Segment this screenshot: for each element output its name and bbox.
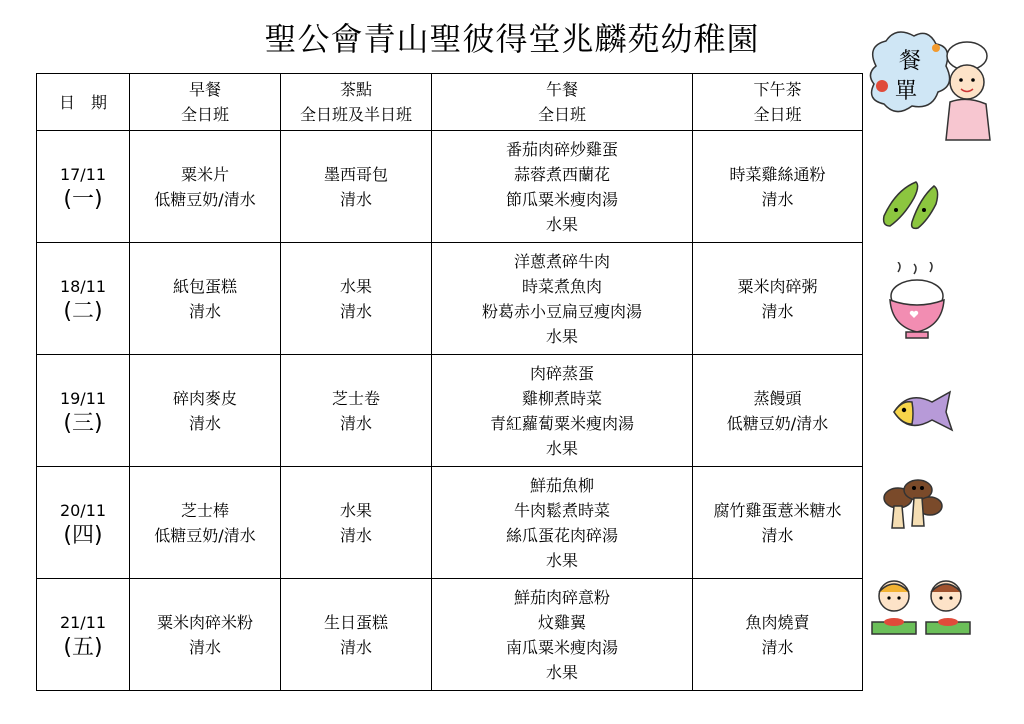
breakfast-item: 低糖豆奶/清水 xyxy=(154,525,256,545)
lunch-item: 肉碎蒸蛋 xyxy=(529,363,594,383)
header-row xyxy=(37,74,863,131)
lunch-item: 水果 xyxy=(545,550,578,570)
mushrooms-icon xyxy=(878,476,946,536)
lunch-item: 番茄肉碎炒雞蛋 xyxy=(505,139,618,159)
date-cell xyxy=(37,243,130,355)
snack-cell xyxy=(281,467,432,579)
tea-item: 清水 xyxy=(761,301,794,321)
weekday-text: (五) xyxy=(63,634,103,660)
breakfast-item: 紙包蛋糕 xyxy=(172,276,237,296)
header-sublabel: 全日班 xyxy=(537,105,586,124)
snack-item: 生日蛋糕 xyxy=(323,612,388,632)
lunch-cell xyxy=(432,131,693,243)
badge-char-1: 餐 xyxy=(898,49,922,74)
lunch-item: 水果 xyxy=(545,214,578,234)
snack-item: 清水 xyxy=(339,413,372,433)
lunch-item: 水果 xyxy=(545,438,578,458)
lunch-item: 洋蔥煮碎牛肉 xyxy=(513,251,610,271)
header-sublabel: 全日班及半日班 xyxy=(299,105,412,124)
snack-item: 芝士卷 xyxy=(331,388,380,408)
menu-table xyxy=(36,73,863,691)
children-eating-icon xyxy=(866,572,976,642)
lunch-item: 炆雞翼 xyxy=(537,612,586,632)
date-cell xyxy=(37,355,130,467)
tea-item: 蒸饅頭 xyxy=(753,388,802,408)
breakfast-cell xyxy=(130,131,281,243)
badge-char-2: 單 xyxy=(894,79,918,104)
header-label: 午餐 xyxy=(545,80,578,99)
rice-bowl-icon xyxy=(884,262,950,342)
lunch-item: 鮮茄肉碎意粉 xyxy=(513,587,610,607)
breakfast-item: 粟米肉碎米粉 xyxy=(156,612,253,632)
breakfast-item: 清水 xyxy=(188,413,221,433)
lunch-item: 雞柳煮時菜 xyxy=(521,388,602,408)
table-row xyxy=(37,243,863,355)
date-text: 18/11 xyxy=(59,276,107,296)
snack-item: 墨西哥包 xyxy=(323,164,388,184)
lunch-item: 鮮茄魚柳 xyxy=(529,475,594,495)
lunch-cell xyxy=(432,355,693,467)
date-cell xyxy=(37,131,130,243)
tea-item: 低糖豆奶/清水 xyxy=(726,413,829,433)
breakfast-item: 低糖豆奶/清水 xyxy=(154,189,256,209)
snack-item: 清水 xyxy=(339,301,372,321)
lunch-item: 絲瓜蛋花肉碎湯 xyxy=(505,525,618,545)
breakfast-item: 粟米片 xyxy=(180,164,229,184)
header-snack xyxy=(281,74,432,131)
lunch-cell xyxy=(432,579,693,691)
lunch-cell xyxy=(432,467,693,579)
snack-item: 清水 xyxy=(339,637,372,657)
snack-cell xyxy=(281,579,432,691)
page-title: 聖公會青山聖彼得堂兆麟苑幼稚園 xyxy=(264,20,760,58)
lunch-item: 蒜蓉煮西蘭花 xyxy=(513,164,610,184)
lunch-cell xyxy=(432,243,693,355)
breakfast-item: 清水 xyxy=(188,637,221,657)
header-sublabel: 全日班 xyxy=(753,105,802,124)
table-row xyxy=(37,131,863,243)
breakfast-cell xyxy=(130,355,281,467)
weekday-text: (一) xyxy=(63,186,103,212)
peas-icon xyxy=(876,176,946,234)
breakfast-cell xyxy=(130,579,281,691)
header-label: 早餐 xyxy=(188,80,221,99)
header-breakfast xyxy=(130,74,281,131)
lunch-item: 青紅蘿蔔粟米瘦肉湯 xyxy=(489,413,634,433)
tea-item: 清水 xyxy=(761,525,794,545)
tea-cell xyxy=(693,467,863,579)
breakfast-item: 清水 xyxy=(188,301,221,321)
tea-cell xyxy=(693,131,863,243)
fish-icon xyxy=(888,384,958,438)
date-cell xyxy=(37,579,130,691)
lunch-item: 南瓜粟米瘦肉湯 xyxy=(505,637,618,657)
lunch-item: 節瓜粟米瘦肉湯 xyxy=(505,189,618,209)
date-text: 17/11 xyxy=(59,164,107,184)
header-date xyxy=(37,74,130,131)
snack-item: 水果 xyxy=(339,276,372,296)
breakfast-item: 碎肉麥皮 xyxy=(172,388,237,408)
snack-cell xyxy=(281,355,432,467)
weekday-text: (二) xyxy=(63,298,103,324)
tea-item: 時菜雞絲通粉 xyxy=(729,164,826,184)
lunch-item: 水果 xyxy=(545,662,578,682)
breakfast-cell xyxy=(130,243,281,355)
header-label: 茶點 xyxy=(339,80,372,99)
lunch-item: 牛肉鬆煮時菜 xyxy=(513,500,610,520)
header-label: 日 期 xyxy=(58,92,107,112)
tea-cell xyxy=(693,355,863,467)
tea-item: 粟米肉碎粥 xyxy=(737,276,818,296)
table-row xyxy=(37,467,863,579)
tea-cell xyxy=(693,579,863,691)
breakfast-item: 芝士棒 xyxy=(180,500,229,520)
snack-cell xyxy=(281,243,432,355)
lunch-item: 粉葛赤小豆扁豆瘦肉湯 xyxy=(481,301,642,321)
chef-icon xyxy=(866,26,1000,144)
date-text: 19/11 xyxy=(59,388,107,408)
tea-cell xyxy=(693,243,863,355)
lunch-item: 時菜煮魚肉 xyxy=(521,276,602,296)
snack-item: 水果 xyxy=(339,500,372,520)
breakfast-cell xyxy=(130,467,281,579)
lunch-item: 水果 xyxy=(545,326,578,346)
header-sublabel: 全日班 xyxy=(180,105,229,124)
header-lunch xyxy=(432,74,693,131)
date-text: 21/11 xyxy=(59,612,107,632)
tea-item: 清水 xyxy=(761,189,794,209)
snack-item: 清水 xyxy=(339,525,372,545)
header-tea xyxy=(693,74,863,131)
table-row xyxy=(37,579,863,691)
snack-cell xyxy=(281,131,432,243)
weekday-text: (四) xyxy=(63,522,103,548)
tea-item: 清水 xyxy=(761,637,794,657)
header-label: 下午茶 xyxy=(753,80,802,99)
tea-item: 腐竹雞蛋薏米糖水 xyxy=(713,500,842,520)
table-row xyxy=(37,355,863,467)
tea-item: 魚肉燒賣 xyxy=(745,612,810,632)
date-cell xyxy=(37,467,130,579)
date-text: 20/11 xyxy=(59,500,107,520)
weekday-text: (三) xyxy=(63,410,103,436)
snack-item: 清水 xyxy=(339,189,372,209)
